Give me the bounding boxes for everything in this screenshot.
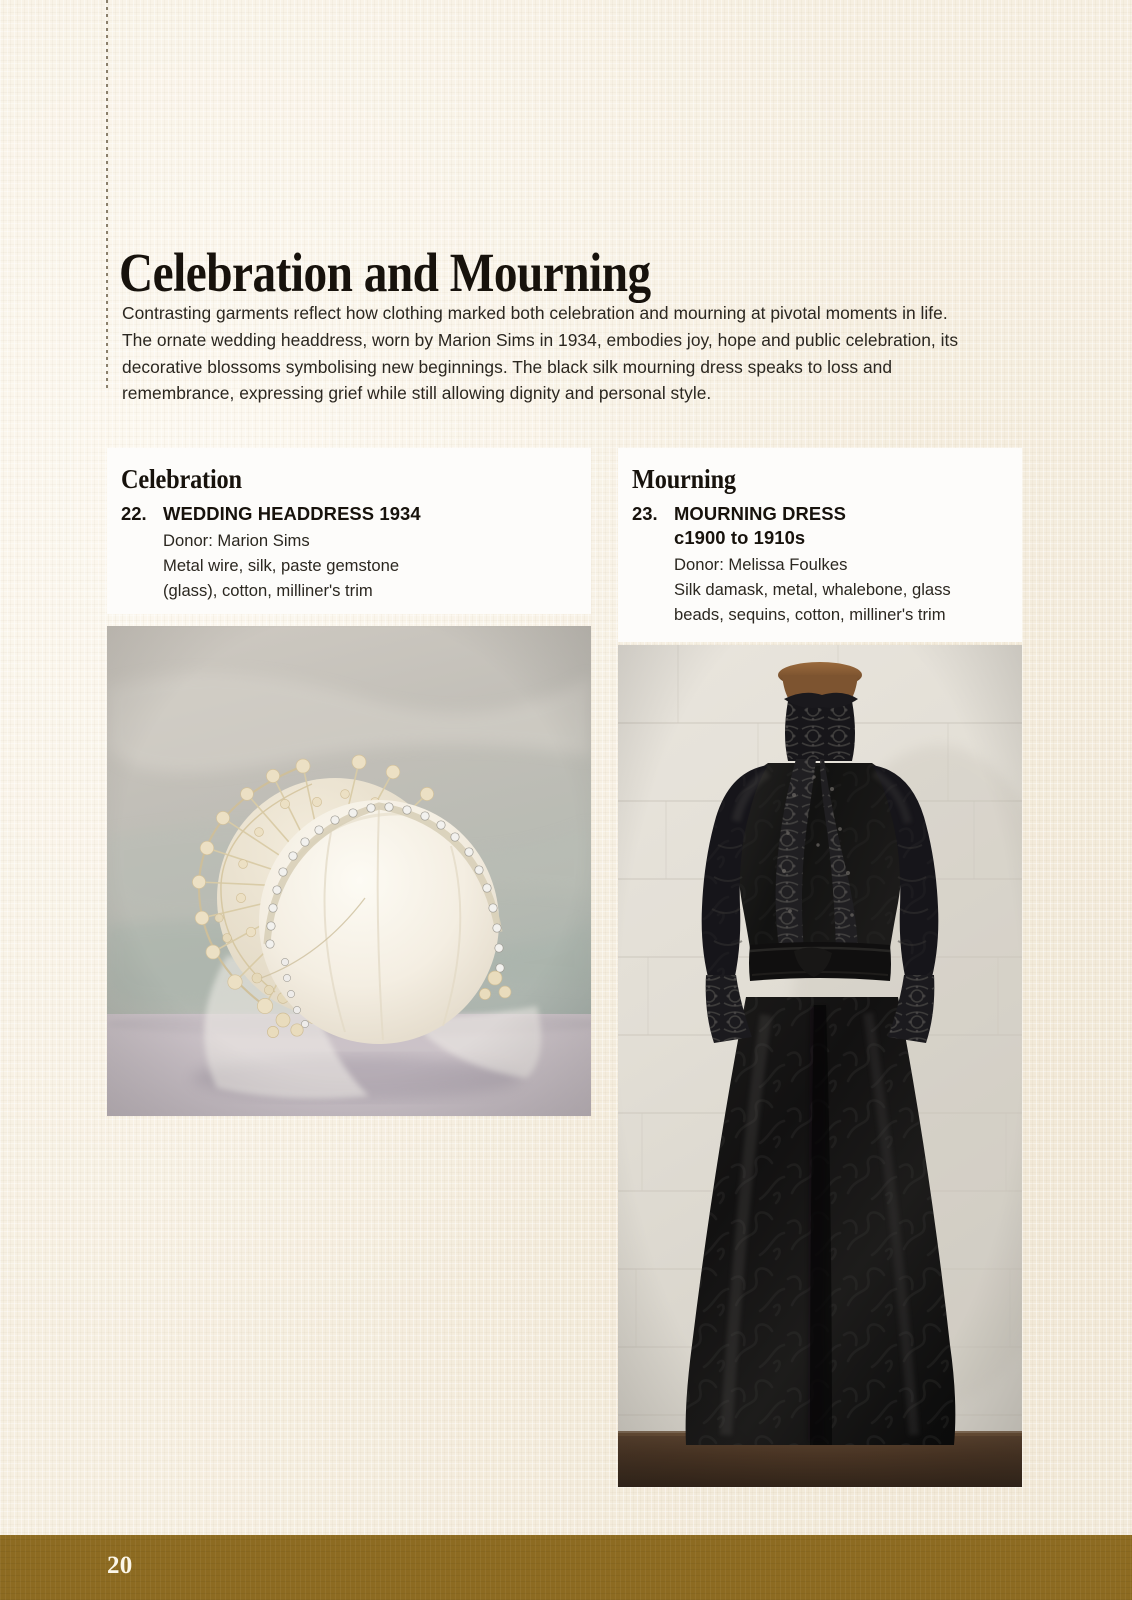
- celebration-entry-materials-line2: (glass), cotton, milliner's trim: [163, 581, 373, 600]
- intro-paragraph: Contrasting garments reflect how clothing marked both celebration and mourning at pivotal moments in life. The ornate wedding headdress, worn by Marion Sims in 1934, embodies joy, hope and public celebration, its decorative blossoms symbolising new beginnings. The black silk mourning dress speaks to loss and remembrance, expressing grief while still allowing dignity and personal style.: [122, 303, 959, 404]
- mourning-entry: [632, 502, 1004, 627]
- mourning-heading: Mourning: [632, 464, 736, 494]
- wedding-headdress-photo: [107, 626, 591, 1116]
- celebration-entry-number: 22.: [121, 503, 147, 524]
- celebration-entry-donor: Donor: Marion Sims: [163, 531, 310, 550]
- mourning-dress-illustration: [618, 645, 1022, 1487]
- celebration-entry-body: [163, 502, 573, 603]
- left-dotted-rule: [106, 0, 108, 388]
- celebration-entry-materials-line1: Metal wire, silk, paste gemstone: [163, 556, 400, 575]
- mourning-entry-number: 23.: [632, 503, 658, 524]
- celebration-heading: Celebration: [121, 464, 242, 494]
- page-title: Celebration and Mourning: [119, 241, 651, 303]
- mourning-entry-title-line1: MOURNING DRESS: [674, 503, 847, 524]
- headdress-illustration: [107, 626, 591, 1116]
- celebration-entry: [121, 502, 573, 603]
- mourning-entry-materials-line2: beads, sequins, cotton, milliner's trim: [674, 605, 946, 624]
- page-number: 20: [107, 1552, 133, 1579]
- mourning-entry-materials-line1: Silk damask, metal, whalebone, glass: [674, 580, 951, 599]
- mourning-dress-photo: [618, 645, 1022, 1487]
- footer-bar: [0, 1535, 1132, 1600]
- mourning-entry-body: [674, 502, 1004, 627]
- celebration-card: [107, 448, 591, 614]
- mourning-card: [618, 448, 1022, 642]
- celebration-entry-title: WEDDING HEADDRESS 1934: [163, 503, 421, 524]
- mourning-entry-title-line2: c1900 to 1910s: [674, 527, 806, 548]
- mourning-entry-donor: Donor: Melissa Foulkes: [674, 555, 848, 574]
